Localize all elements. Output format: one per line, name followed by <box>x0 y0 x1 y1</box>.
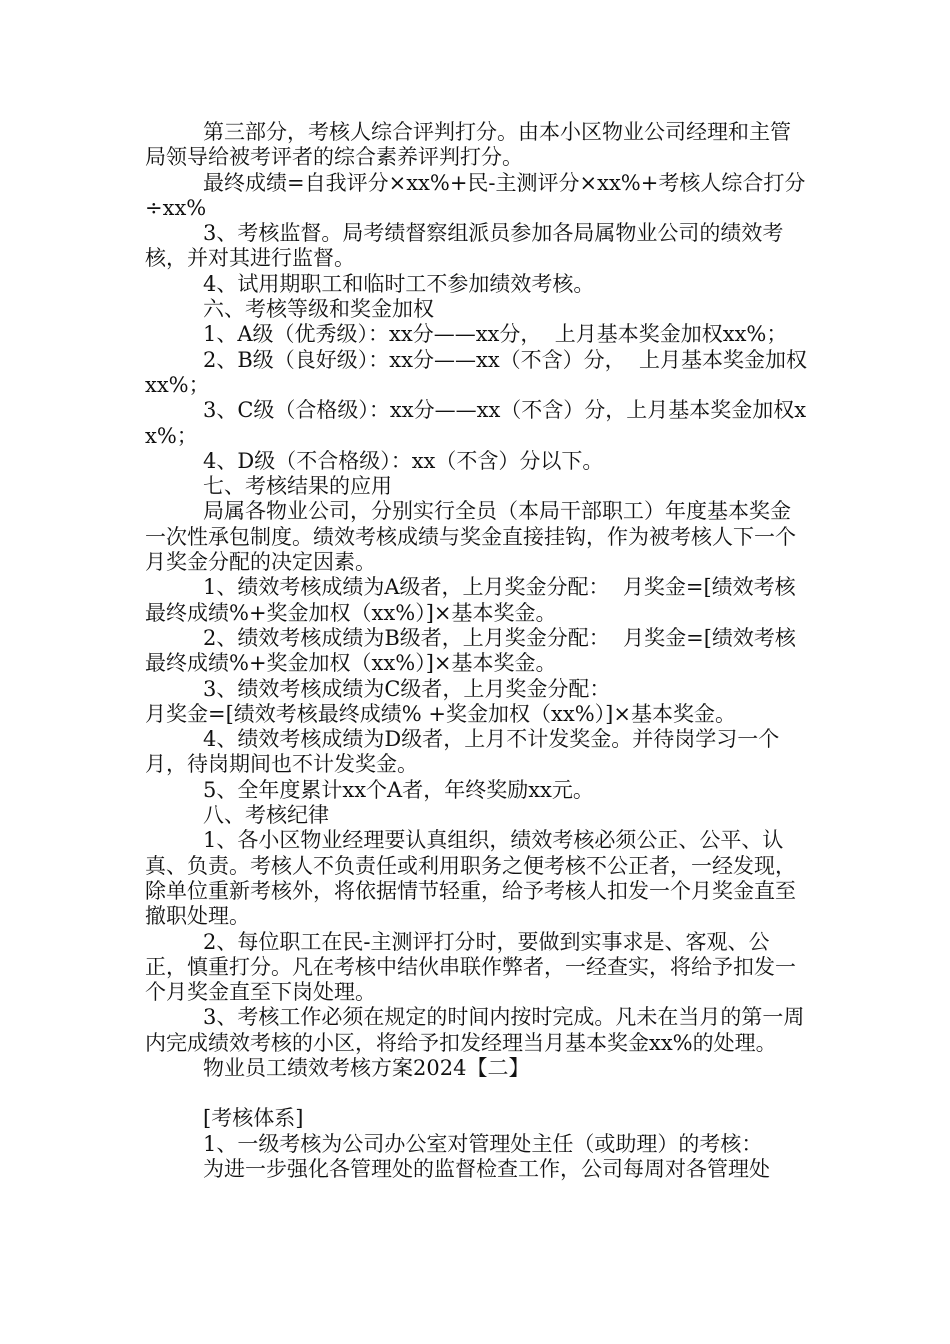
paragraph-grade-d: 4、D级（不合格级）：xx（不含）分以下。 <box>203 448 604 473</box>
document-subtitle-part-two: 物业员工绩效考核方案2024【二】 <box>203 1055 530 1080</box>
paragraph-weekly-check: 为进一步强化各管理处的监督检查工作，公司每周对各管理处 <box>203 1156 770 1181</box>
paragraph-grade-a: 1、A级（优秀级）：xx分——xx分， 上月基本奖金加权xx%； <box>203 322 788 347</box>
document-body <box>145 120 810 1182</box>
paragraph-level-one: 1、一级考核为公司办公室对管理处主任（或助理）的考核： <box>203 1131 763 1156</box>
paragraph-grade-c: 3、C级（合格级）：xx分——xx（不含）分，上月基本奖金加权xx%； <box>145 398 807 448</box>
paragraph-grade-b: 2、B级（良好级）：xx分——xx（不含）分， 上月基本奖金加权xx%； <box>145 347 808 397</box>
paragraph-results-intro: 局属各物业公司，分别实行全员（本局干部职工）年度基本奖金一次性承包制度。绩效考核成绩与奖金直接挂钩，作为被考核人下一个月奖金分配的决定因素。 <box>145 499 796 575</box>
section-heading-grades: 六、考核等级和奖金加权 <box>203 297 434 322</box>
paragraph-discipline-3: 3、考核工作必须在规定的时间内按时完成。凡未在当月的第一周内完成绩效考核的小区，将给予扣发经理当月基本奖金xx%的处理。 <box>145 1005 805 1055</box>
paragraph-result-a: 1、绩效考核成绩为A级者，上月奖金分配： 月奖金=[绩效考核最终成绩%+奖金加权（xx%）]×基本奖金。 <box>145 575 796 625</box>
paragraph-supervision: 3、考核监督。局考绩督察组派员参加各局属物业公司的绩效考核，并对其进行监督。 <box>145 221 784 271</box>
blank-line <box>145 1081 810 1106</box>
paragraph-final-score-formula: 最终成绩=自我评分×xx%+民-主测评分×xx%+考核人综合打分÷xx% <box>145 170 806 220</box>
paragraph-result-d: 4、绩效考核成绩为D级者，上月不计发奖金。并待岗学习一个月，待岗期间也不计发奖金。 <box>145 727 780 777</box>
paragraph-result-c: 3、绩效考核成绩为C级者，上月奖金分配： <box>203 676 611 701</box>
paragraph-annual-award: 5、全年度累计xx个A者，年终奖励xx元。 <box>203 777 594 802</box>
section-heading-results: 七、考核结果的应用 <box>203 474 392 499</box>
section-heading-system: [考核体系] <box>203 1106 304 1131</box>
paragraph-result-b: 2、绩效考核成绩为B级者，上月奖金分配： 月奖金=[绩效考核最终成绩%+奖金加权（xx%）]×基本奖金。 <box>145 625 796 676</box>
paragraph-probation: 4、试用期职工和临时工不参加绩效考核。 <box>203 271 595 296</box>
paragraph-result-c-formula: 月奖金=[绩效考核最终成绩% +奖金加权（xx%）]×基本奖金。 <box>145 701 736 726</box>
paragraph-discipline-2: 2、每位职工在民-主测评打分时，要做到实事求是、客观、公正，慎重打分。凡在考核中结伙串联作弊者，一经查实，将给予扣发一个月奖金直至下岗处理。 <box>145 929 796 1005</box>
paragraph-part-three: 第三部分，考核人综合评判打分。由本小区物业公司经理和主管局领导给被考评者的综合素养评判打分。 <box>145 120 791 170</box>
section-heading-discipline: 八、考核纪律 <box>203 803 329 828</box>
paragraph-discipline-1: 1、各小区物业经理要认真组织，绩效考核必须公正、公平、认真、负责。考核人不负责任或利用职务之便考核不公正者，一经发现，除单位重新考核外，将依据情节轻重，给予考核人扣发一个月奖金直至撤职处理。 <box>145 828 796 929</box>
